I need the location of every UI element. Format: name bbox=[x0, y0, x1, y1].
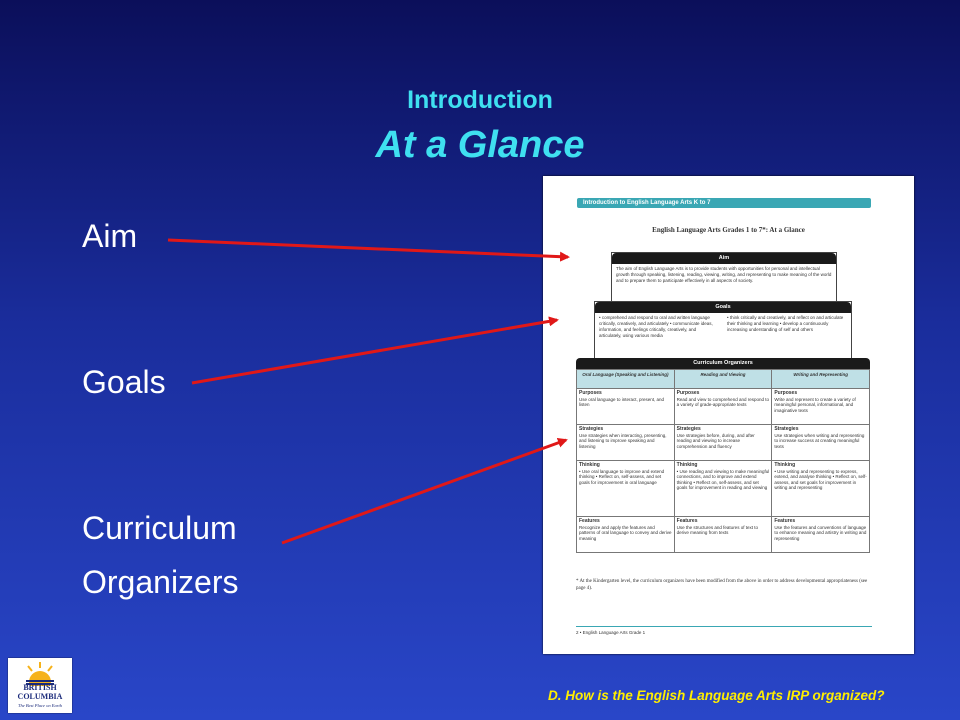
row-name: Thinking bbox=[579, 462, 600, 468]
label-organizers: Organizers bbox=[82, 564, 239, 600]
table-cell: • Use writing and representing to express, extend, and analyse thinking • Reflect on, self-assess, and set goals for improvement in writing and representing bbox=[774, 468, 867, 490]
label-curriculum: Curriculum bbox=[82, 510, 237, 546]
label-goals: Goals bbox=[82, 364, 166, 400]
table-cell: Use strategies when interacting, presenting, and listening to improve speaking and listening bbox=[579, 432, 667, 449]
logo-line2: COLUMBIA bbox=[17, 692, 63, 701]
table-cell: Read and view to comprehend and respond to a variety of grade-appropriate texts bbox=[676, 396, 769, 407]
table-cell: Use strategies before, during, and after reading and viewing to increase comprehension and fluency bbox=[676, 432, 755, 449]
row-name: Purposes bbox=[774, 390, 798, 396]
column-header: Reading and Viewing bbox=[674, 370, 772, 389]
slide-heading: Introduction bbox=[407, 86, 553, 114]
logo-tagline: The Best Place on Earth bbox=[18, 703, 62, 708]
table-cell: • Use oral language to improve and extend thinking • Reflect on, self-assess, and set goals for improvement in oral language bbox=[579, 468, 665, 485]
logo-line1: BRITISH bbox=[23, 683, 57, 692]
column-header: Oral Language (Speaking and Listening) bbox=[577, 370, 675, 389]
bc-logo bbox=[8, 658, 72, 713]
table-cell: Use the features and conventions of language to enhance meaning and artistry in writing and representing bbox=[774, 524, 867, 541]
document-title: English Language Arts Grades 1 to 7*: At a Glance bbox=[652, 226, 805, 234]
slide-footer: D. How is the English Language Arts IRP organized? bbox=[548, 688, 885, 703]
organizers-section-header: Curriculum Organizers bbox=[576, 358, 870, 369]
document-page-footer: 2 • English Language Arts Grade 1 bbox=[576, 626, 872, 635]
row-name: Purposes bbox=[579, 390, 602, 396]
label-aim: Aim bbox=[82, 218, 138, 254]
row-name: Strategies bbox=[579, 426, 604, 432]
arrow-goals bbox=[192, 320, 557, 383]
row-name: Strategies bbox=[774, 426, 799, 432]
arrow-aim bbox=[168, 240, 568, 257]
table-cell: Recognize and apply the features and patterns of oral language to convey and derive meaning bbox=[579, 524, 672, 541]
table-cell: Use oral language to interact, present, and listen bbox=[579, 396, 665, 407]
table-cell: Use the structures and features of text to derive meaning from texts bbox=[676, 524, 758, 535]
row-name: Features bbox=[579, 518, 600, 524]
goals-section-header: Goals bbox=[595, 302, 851, 313]
row-name: Features bbox=[774, 518, 796, 524]
goals-left-text: • comprehend and respond to oral and written language critically, creatively, and articulately • communicate ideas, information, and feelings critically, creatively, and articulately, using various media bbox=[599, 315, 713, 338]
aim-section-text: The aim of English Language Arts is to provide students with opportunities for personal and intellectual growth through speaking, listening, reading, viewing, writing, and representing to make meaning of the world and to prepare them to participate effectively in all aspects of society. bbox=[616, 266, 832, 283]
row-name: Strategies bbox=[676, 426, 701, 432]
column-header: Writing and Representing bbox=[772, 370, 870, 389]
document-banner: Introduction to English Language Arts K to 7 bbox=[577, 198, 871, 208]
table-cell: Write and represent to create a variety of meaningful personal, informational, and imaginative texts bbox=[774, 396, 856, 413]
aim-section-header: Aim bbox=[612, 253, 836, 264]
row-name: Features bbox=[676, 518, 698, 524]
row-name: Purposes bbox=[676, 390, 700, 396]
row-name: Thinking bbox=[774, 462, 796, 468]
document-note: * At the Kindergarten level, the curriculum organizers have been modified from the above in order to address developmental appropriateness (see page 4). bbox=[576, 579, 868, 591]
goals-right-text: • think critically and creatively, and reflect on and articulate their thinking and learning • develop a continuously increasing understanding of self and others bbox=[727, 315, 844, 332]
arrow-curriculum bbox=[282, 440, 566, 543]
row-name: Thinking bbox=[676, 462, 698, 468]
table-cell: • Use reading and viewing to make meaningful connections, and to improve and extend thinking • Reflect on, self-assess, and set goals for improvement in reading and viewing bbox=[676, 468, 770, 490]
table-cell: Use strategies when writing and representing to increase success at creating meaningful texts bbox=[774, 432, 865, 449]
slide-subheading: At a Glance bbox=[375, 124, 585, 166]
